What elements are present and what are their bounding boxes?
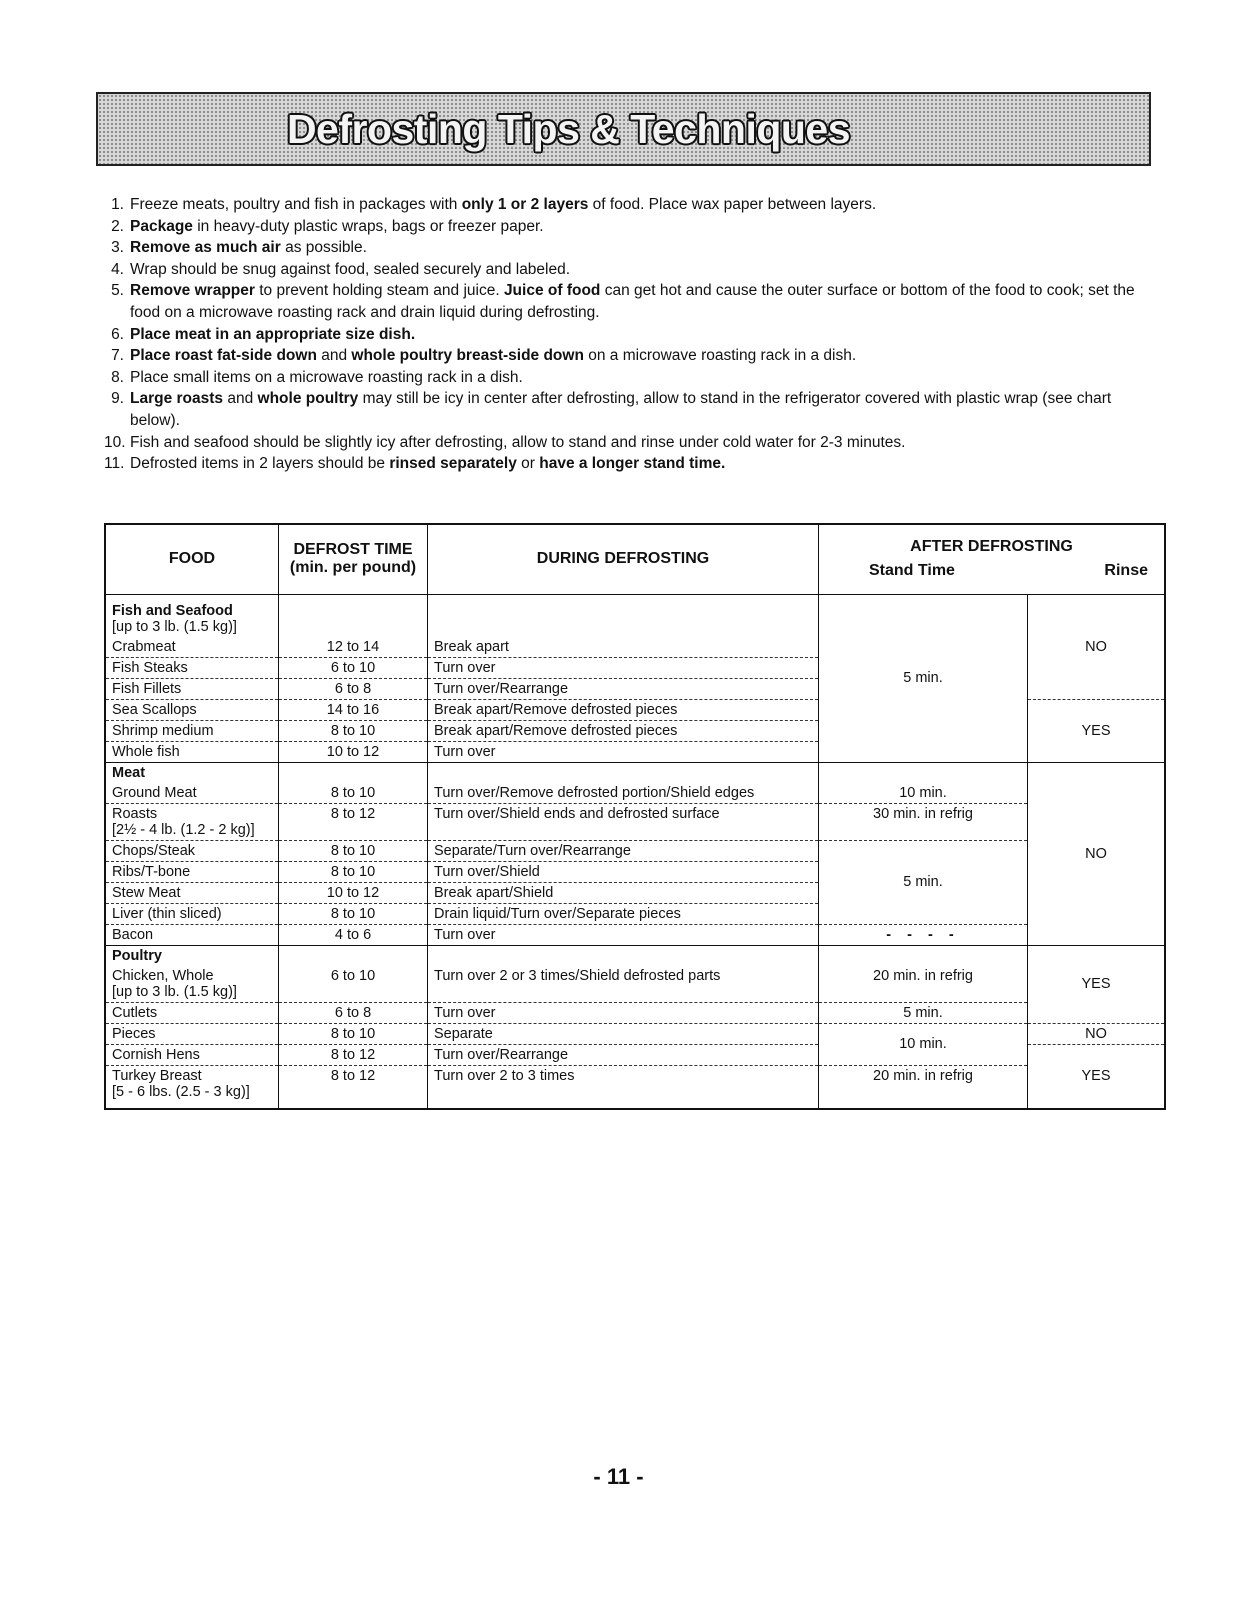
header-during-defrosting: DURING DEFROSTING	[428, 524, 819, 594]
tip-text: in heavy-duty plastic wraps, bags or freezer paper.	[192, 217, 544, 235]
table-row	[105, 945, 1165, 966]
no-stand-time-mark: - - - -	[886, 926, 960, 943]
table-row: Fish and Seafood [up to 3 lb. (1.5 kg)] 5 min. NO	[105, 594, 1165, 637]
table-row: Liver (thin sliced) 8 to 10 Drain liquid/Turn over/Separate pieces	[105, 903, 1165, 924]
tip-emphasis: Remove as much air	[130, 239, 281, 257]
header-stand-time: Stand Time	[869, 562, 955, 580]
rinse-cell: NO	[1028, 594, 1166, 699]
table-row: Chops/Steak 8 to 10 Separate/Turn over/Rearrange 5 min.	[105, 840, 1165, 861]
table-row: Chicken, Whole [up to 3 lb. (1.5 kg)] 6 to 10 Turn over 2 or 3 times/Shield defrosted parts 20 min. in refrig	[105, 966, 1165, 1003]
page-number: - 11 -	[593, 1464, 644, 1489]
tip-text: of food. Place wax paper between layers.	[588, 196, 877, 213]
tip-text: and	[223, 390, 258, 408]
rinse-cell: YES	[1081, 722, 1111, 739]
table-row: Ribs/T-bone 8 to 10 Turn over/Shield	[105, 861, 1165, 882]
table-row: Cutlets 6 to 8 Turn over 5 min.	[105, 1002, 1165, 1023]
header-rinse: Rinse	[1104, 562, 1148, 580]
tip-text: Freeze meats, poultry and fish in packages with	[130, 196, 462, 213]
table-row: Stew Meat 10 to 12 Break apart/Shield	[105, 882, 1165, 903]
page-title: Defrosting Tips & Techniques	[286, 105, 851, 152]
category-fish: Fish and Seafood	[112, 602, 233, 619]
tip-emphasis: Place meat in an appropriate size dish.	[130, 325, 416, 343]
header-after-defrosting: AFTER DEFROSTING Stand Time Rinse	[819, 524, 1166, 594]
tip-number: 4.	[111, 260, 124, 278]
tip-item	[104, 259, 1144, 281]
tip-number: 7.	[111, 347, 124, 365]
tip-item	[104, 453, 1144, 475]
rinse-cell: NO	[1028, 762, 1166, 945]
rinse-cell: NO	[1028, 1023, 1166, 1044]
tip-number: 3.	[111, 239, 124, 257]
tip-item	[104, 388, 1144, 431]
tip-text: to prevent holding steam and juice.	[254, 282, 504, 300]
tip-item	[104, 324, 1144, 346]
tip-item	[104, 345, 1144, 367]
tip-emphasis: rinsed separately	[389, 455, 517, 473]
tip-number: 11.	[104, 455, 125, 473]
tip-emphasis: Juice of food	[503, 282, 601, 300]
rinse-cell: YES	[1028, 945, 1166, 1023]
tip-text: on a microwave roasting rack in a dish.	[583, 347, 857, 365]
table-row: Roasts [2½ - 4 lb. (1.2 - 2 kg)] 8 to 12 Turn over/Shield ends and defrosted surface 30 min. in refrig	[105, 803, 1165, 840]
tip-text: as possible.	[280, 239, 367, 257]
stand-time-cell: 5 min.	[819, 594, 1028, 762]
defrost-table	[104, 523, 1166, 1110]
tip-number: 9.	[111, 390, 124, 408]
tip-emphasis: whole poultry breast-side down	[351, 347, 584, 365]
tip-text: Place small items on a microwave roasting rack in a dish.	[130, 368, 523, 386]
tip-number: 10.	[104, 433, 126, 451]
tip-text: Fish and seafood should be slightly icy after defrosting, allow to stand and rinse under cold water for 2-3 minutes.	[130, 433, 906, 451]
table-row: Ground Meat 8 to 10 Turn over/Remove defrosted portion/Shield edges 10 min.	[105, 783, 1165, 804]
category-meat: Meat	[112, 764, 146, 781]
tip-item	[104, 432, 1144, 454]
tip-number: 8.	[111, 368, 124, 386]
tip-number: 6.	[111, 325, 124, 343]
tip-number: 5.	[111, 282, 124, 300]
tip-item	[104, 216, 1144, 238]
table-row: Bacon 4 to 6 Turn over - - - -	[105, 924, 1165, 945]
tips-list	[104, 194, 1144, 475]
table-row	[105, 762, 1165, 783]
tip-emphasis: only 1 or 2 layers	[461, 196, 589, 213]
tip-emphasis: Place roast fat-side down	[130, 347, 317, 365]
tip-emphasis: Remove wrapper	[130, 282, 255, 300]
category-poultry: Poultry	[112, 947, 162, 964]
tip-emphasis: whole poultry	[257, 390, 359, 408]
tip-text: or	[516, 455, 540, 473]
stand-time-cell: 5 min.	[819, 840, 1028, 924]
table-row: Sea Scallops 14 to 16 Break apart/Remove defrosted pieces YES	[105, 699, 1165, 720]
section-banner	[96, 92, 1151, 166]
table-row: Pieces 8 to 10 Separate 10 min. NO	[105, 1023, 1165, 1044]
rinse-cell: YES	[1081, 1068, 1111, 1084]
tip-text: Wrap should be snug against food, sealed securely and labeled.	[130, 260, 571, 278]
tip-item	[104, 237, 1144, 259]
table-row: Crabmeat 12 to 14 Break apart	[105, 637, 1165, 658]
header-defrost-time: DEFROST TIME (min. per pound)	[279, 524, 428, 594]
table-row: Fish Fillets 6 to 8 Turn over/Rearrange	[105, 678, 1165, 699]
stand-time-cell: 10 min.	[819, 1023, 1028, 1065]
table-row: Turkey Breast [5 - 6 lbs. (2.5 - 3 kg)] 8 to 12 Turn over 2 to 3 times 20 min. in refrig	[105, 1065, 1165, 1109]
tip-text: may still be icy in center after defrosting, allow to stand in the refrigerator covered with plastic wrap (see chart below).	[130, 390, 1112, 429]
tip-text: Defrosted items in 2 layers should be	[130, 455, 390, 473]
table-row: Cornish Hens 8 to 12 Turn over/Rearrange YES	[105, 1044, 1165, 1065]
tip-emphasis: Large roasts	[130, 390, 224, 408]
tip-item	[104, 367, 1144, 389]
tip-emphasis: Package	[130, 217, 193, 235]
table-row: Fish Steaks 6 to 10 Turn over	[105, 657, 1165, 678]
tip-emphasis: have a longer stand time.	[539, 455, 726, 473]
tip-text: and	[316, 347, 352, 365]
tip-item	[104, 280, 1144, 323]
tip-text: can get hot and cause the outer surface or bottom of the food to cook; set the food on a microwave roasting rack and drain liquid during defrosting.	[130, 282, 1135, 321]
tip-item	[104, 194, 1144, 216]
table-row: Shrimp medium 8 to 10 Break apart/Remove defrosted pieces	[105, 720, 1165, 741]
tip-number: 2.	[111, 217, 124, 235]
header-food: FOOD	[105, 524, 279, 594]
tip-number: 1.	[111, 196, 124, 213]
table-row: Whole fish 10 to 12 Turn over	[105, 741, 1165, 762]
